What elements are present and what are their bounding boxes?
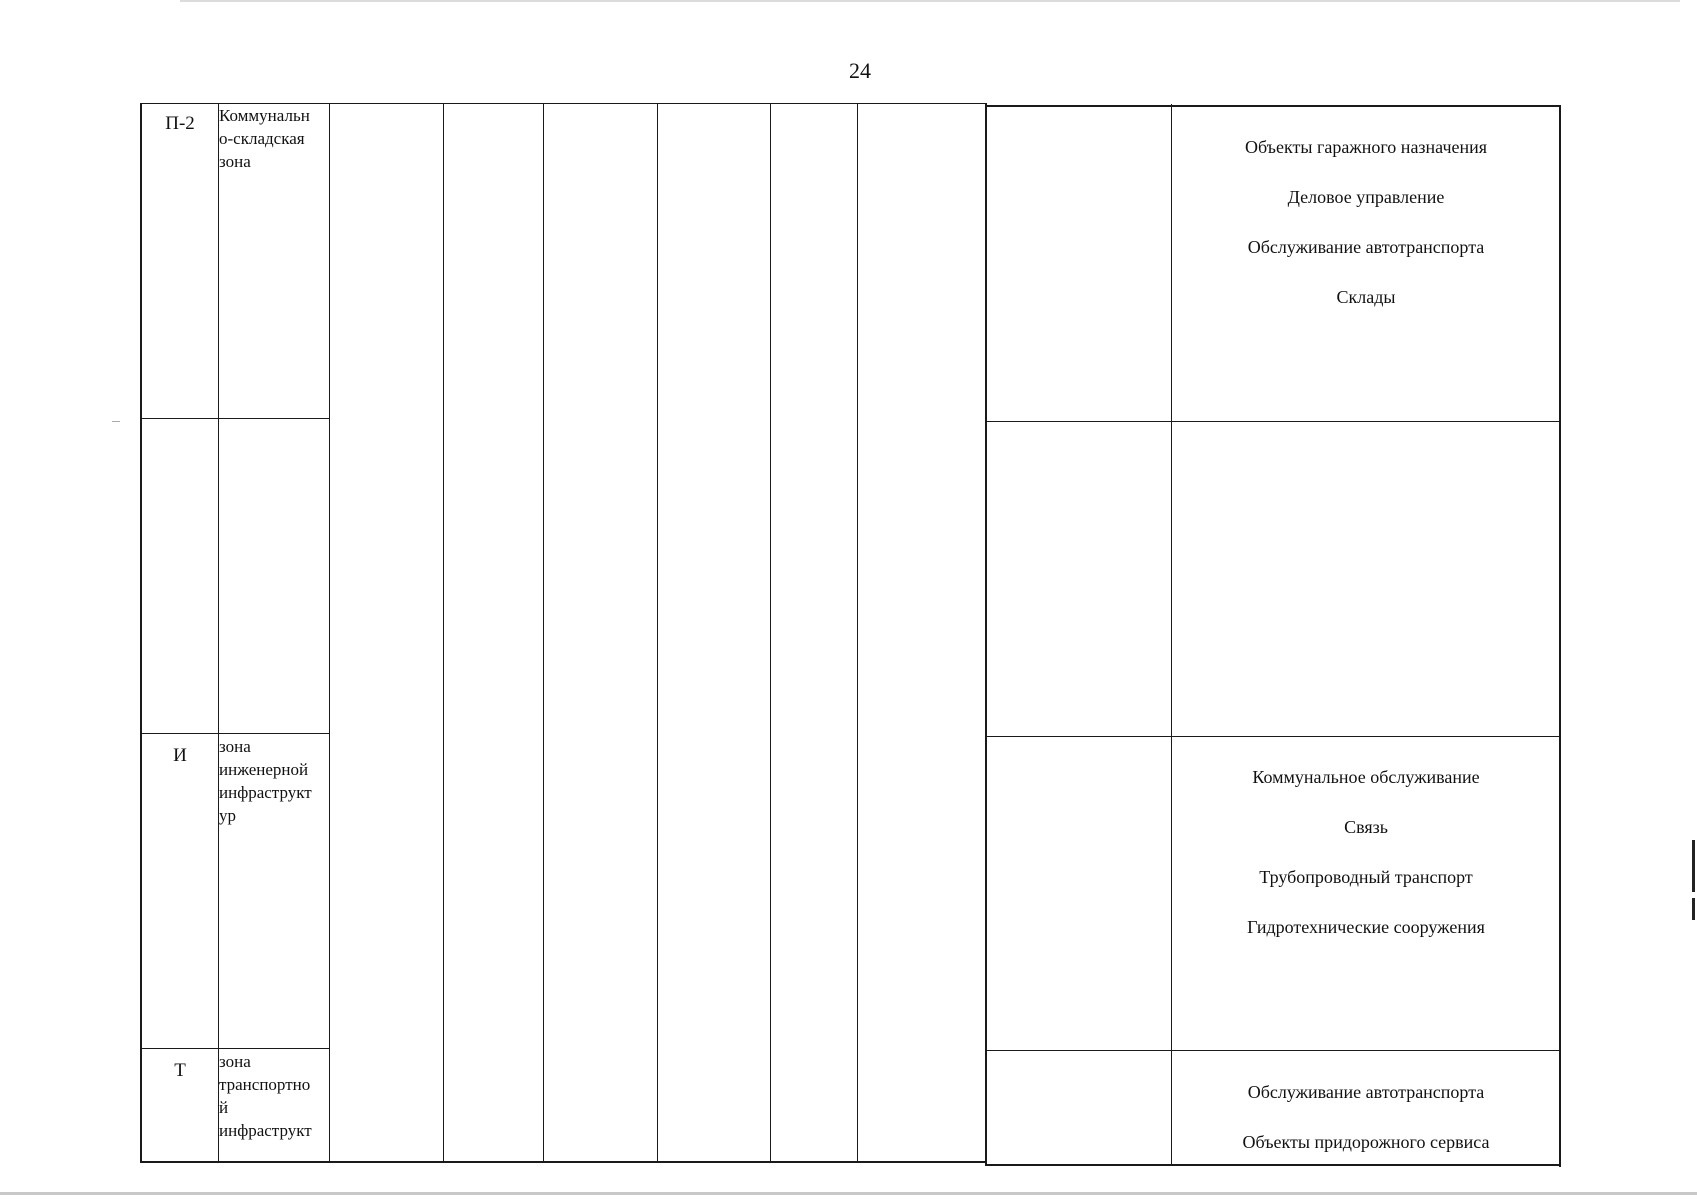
permitted-use: Склады: [1336, 287, 1396, 307]
permitted-use: Трубопроводный транспорт: [1259, 867, 1473, 887]
zone-name: [219, 1050, 329, 1142]
zone-name-line: зона: [219, 1052, 251, 1071]
zone-code: Т: [174, 1060, 186, 1081]
zone-code: П-2: [165, 113, 195, 134]
column-divider: [218, 103, 219, 1163]
permitted-use: Обслуживание автотранспорта: [1247, 1082, 1485, 1102]
row-divider: [985, 736, 1561, 737]
table-border-bottom: [140, 1161, 987, 1163]
permitted-use: Объекты придорожного сервиса: [1242, 1132, 1490, 1152]
scan-edge-bottom: [0, 1192, 1697, 1195]
column-divider: [770, 103, 771, 1163]
column-divider: [657, 103, 658, 1163]
permitted-use: Объекты гаражного назначения: [1244, 137, 1488, 157]
scan-edge-mark: [1692, 840, 1695, 892]
permitted-uses-list: [1172, 766, 1560, 966]
permitted-use: Обслуживание автотранспорта: [1247, 237, 1485, 257]
row-divider: [140, 1048, 330, 1049]
table-border-top: [985, 105, 1561, 107]
column-divider: [543, 103, 544, 1163]
permitted-use: Деловое управление: [1287, 187, 1445, 207]
zone-code: И: [173, 745, 187, 766]
permitted-uses-list: [1172, 136, 1560, 336]
row-divider: [985, 421, 1561, 422]
row-divider: [140, 418, 330, 419]
zone-name-line: инженерной: [219, 760, 309, 779]
zone-name-line: зона: [219, 152, 251, 171]
zone-name: [219, 735, 329, 827]
zone-name-line: инфраструкт: [219, 1121, 312, 1140]
permitted-use: Связь: [1344, 817, 1388, 837]
permitted-uses-list: [1172, 1081, 1560, 1181]
column-divider: [857, 103, 858, 1163]
column-divider: [443, 103, 444, 1163]
page-number: 24: [849, 58, 871, 83]
zone-name-line: ур: [219, 806, 236, 825]
permitted-use: Гидротехнические сооружения: [1247, 917, 1485, 937]
scan-edge-top: [180, 0, 1680, 2]
zone-name: [219, 104, 329, 173]
zone-name-line: инфраструкт: [219, 783, 312, 802]
table-border-left: [140, 103, 142, 1163]
zone-name-line: Коммунальн: [219, 106, 310, 125]
zone-name-line: транспортно: [219, 1075, 311, 1094]
column-divider: [985, 103, 987, 1165]
zone-name-line: й: [219, 1098, 229, 1117]
zone-name-line: о-складская: [219, 129, 305, 148]
column-divider: [329, 103, 330, 1163]
row-divider: [140, 733, 330, 734]
scan-dot: [112, 421, 120, 422]
row-divider: [985, 1050, 1561, 1051]
permitted-use: Коммунальное обслуживание: [1252, 767, 1480, 787]
zone-name-line: зона: [219, 737, 251, 756]
scan-edge-mark: [1692, 898, 1695, 920]
